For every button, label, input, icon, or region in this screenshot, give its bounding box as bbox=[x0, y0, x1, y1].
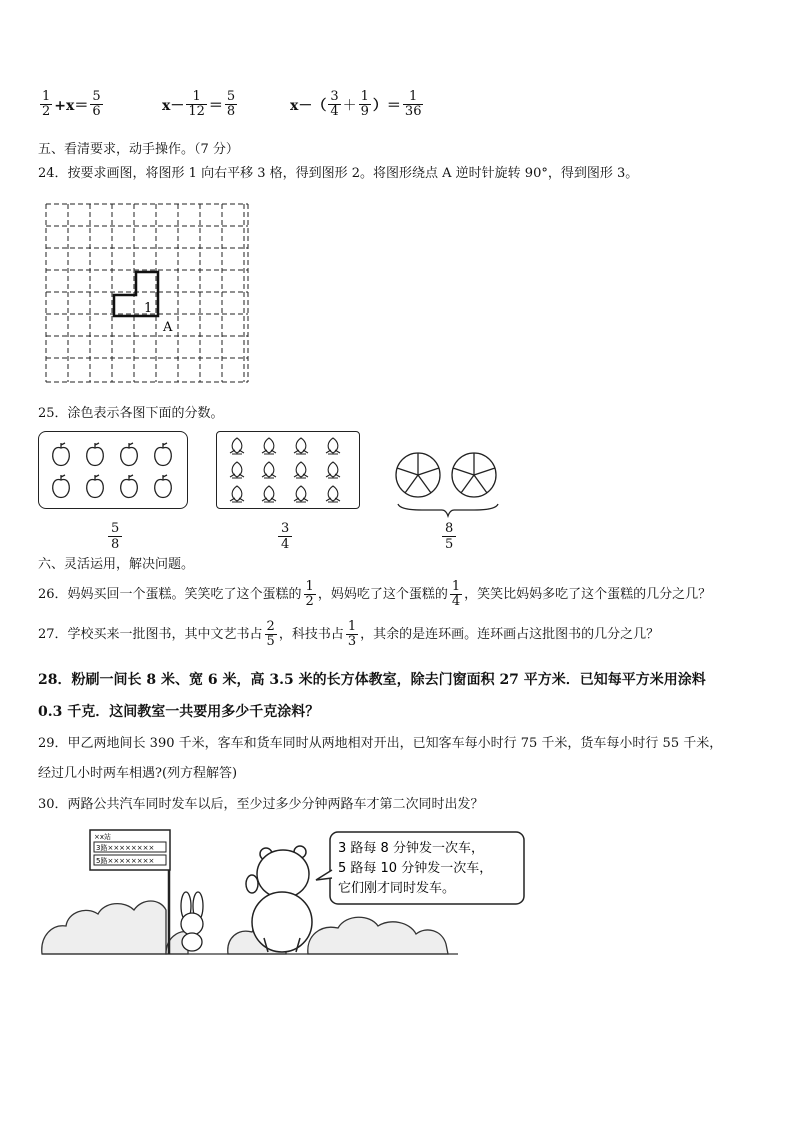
q28-line-1: 28．粉刷一间长 8 米、宽 6 米，高 3.5 米的长方体教室，除去门窗面积 27 平方米．已知每平方米用涂料 bbox=[38, 672, 706, 688]
figure-1-label: 1 bbox=[144, 301, 153, 316]
bus-stop-illustration bbox=[38, 826, 558, 960]
peach-icon bbox=[326, 438, 340, 454]
peach-icon bbox=[262, 462, 276, 478]
bubble-line-1: 3 路每 8 分钟发一次车， bbox=[338, 841, 484, 856]
apple-icon bbox=[121, 475, 138, 498]
peach-icon bbox=[262, 486, 276, 502]
apple-icon-group bbox=[39, 432, 187, 508]
q25-text: 25．涂色表示各图下面的分数。 bbox=[38, 406, 224, 421]
fraction-circles: 8 5 bbox=[442, 521, 456, 552]
apple-icon bbox=[155, 475, 172, 498]
q29-line-1: 29．甲乙两地间长 390 千米，客车和货车同时从两地相对开出，已知客车每小时行 75 千米，货车每小时行 55 千米， bbox=[38, 736, 723, 751]
apple-icon bbox=[87, 443, 104, 466]
apple-icon bbox=[53, 443, 70, 466]
apples-box bbox=[38, 431, 188, 509]
peach-icon bbox=[326, 486, 340, 502]
section-6-title: 六、灵活运用，解决问题。 bbox=[38, 557, 195, 572]
equation-1: $\frac{1}{2}$ +x＝ $\frac{5}{6}$ bbox=[42, 89, 101, 119]
section-5-title: 五、看清要求，动手操作。（7 分） bbox=[38, 142, 239, 157]
q29-line-2: 经过几小时两车相遇?(列方程解答) bbox=[38, 766, 238, 781]
peach-icon bbox=[230, 438, 244, 454]
equation-2: x－ $\frac{1}{12}$ ＝ $\frac{5}{8}$ bbox=[162, 89, 236, 119]
pie-circle-icon bbox=[396, 453, 440, 497]
peach-icon bbox=[230, 462, 244, 478]
q30-text: 30．两路公共汽车同时发车以后，至少过多少分钟两路车才第二次同时出发？ bbox=[38, 797, 484, 812]
peaches-box bbox=[216, 431, 360, 509]
bubble-line-2: 5 路每 10 分钟发一次车， bbox=[338, 861, 493, 876]
sign-row-2: 5路×××××××× bbox=[96, 857, 155, 865]
equation-3: x－（ $\frac{3}{4}$ ＋ $\frac{1}{9}$ ）＝ $\frac{1}{36}$ bbox=[290, 89, 422, 119]
peach-icon-group bbox=[217, 432, 359, 508]
peach-icon bbox=[294, 486, 308, 502]
apple-icon bbox=[53, 475, 70, 498]
peach-icon bbox=[262, 438, 276, 454]
bubble-line-3: 它们刚才同时发车。 bbox=[338, 881, 456, 896]
circles-group bbox=[392, 448, 504, 518]
rabbit-icon bbox=[181, 892, 203, 951]
apple-icon bbox=[87, 475, 104, 498]
q28-line-2: 0.3 千克．这间教室一共要用多少千克涂料？ bbox=[38, 704, 320, 720]
point-a-label: A bbox=[163, 320, 173, 335]
peach-icon bbox=[294, 462, 308, 478]
peach-icon bbox=[294, 438, 308, 454]
peach-icon bbox=[230, 486, 244, 502]
pie-circle-icon bbox=[452, 453, 496, 497]
q27-text: 27．学校买来一批图书，其中文艺书占 $\frac{2}{5}$ ，科技书占 $\frac{1}{3}$ ，其余的是连环画。连环画占这批图书的几分之几？ bbox=[38, 619, 660, 649]
q26-text: 26．妈妈买回一个蛋糕。笑笑吃了这个蛋糕的 $\frac{1}{2}$ ，妈妈吃了这个蛋糕的 $\frac{1}{4}$ ，笑笑比妈妈多吃了这个蛋糕的几分之几？ bbox=[38, 579, 712, 609]
q24-text: 24．按要求画图，将图形 1 向右平移 3 格，得到图形 2。将图形绕点 A 逆时针旋转 90°，得到图形 3。 bbox=[38, 166, 639, 181]
sign-row-1: 3路×××××××× bbox=[96, 844, 155, 852]
q24-grid bbox=[44, 202, 254, 386]
sign-title: ×x站 bbox=[94, 833, 112, 841]
fraction-apples: 5 8 bbox=[108, 521, 122, 552]
apple-icon bbox=[121, 443, 138, 466]
bear-icon bbox=[246, 846, 312, 952]
brace-icon bbox=[398, 504, 498, 516]
peach-icon bbox=[326, 462, 340, 478]
fraction-peaches: 3 4 bbox=[278, 521, 292, 552]
bushes-icon bbox=[42, 901, 448, 954]
apple-icon bbox=[155, 443, 172, 466]
